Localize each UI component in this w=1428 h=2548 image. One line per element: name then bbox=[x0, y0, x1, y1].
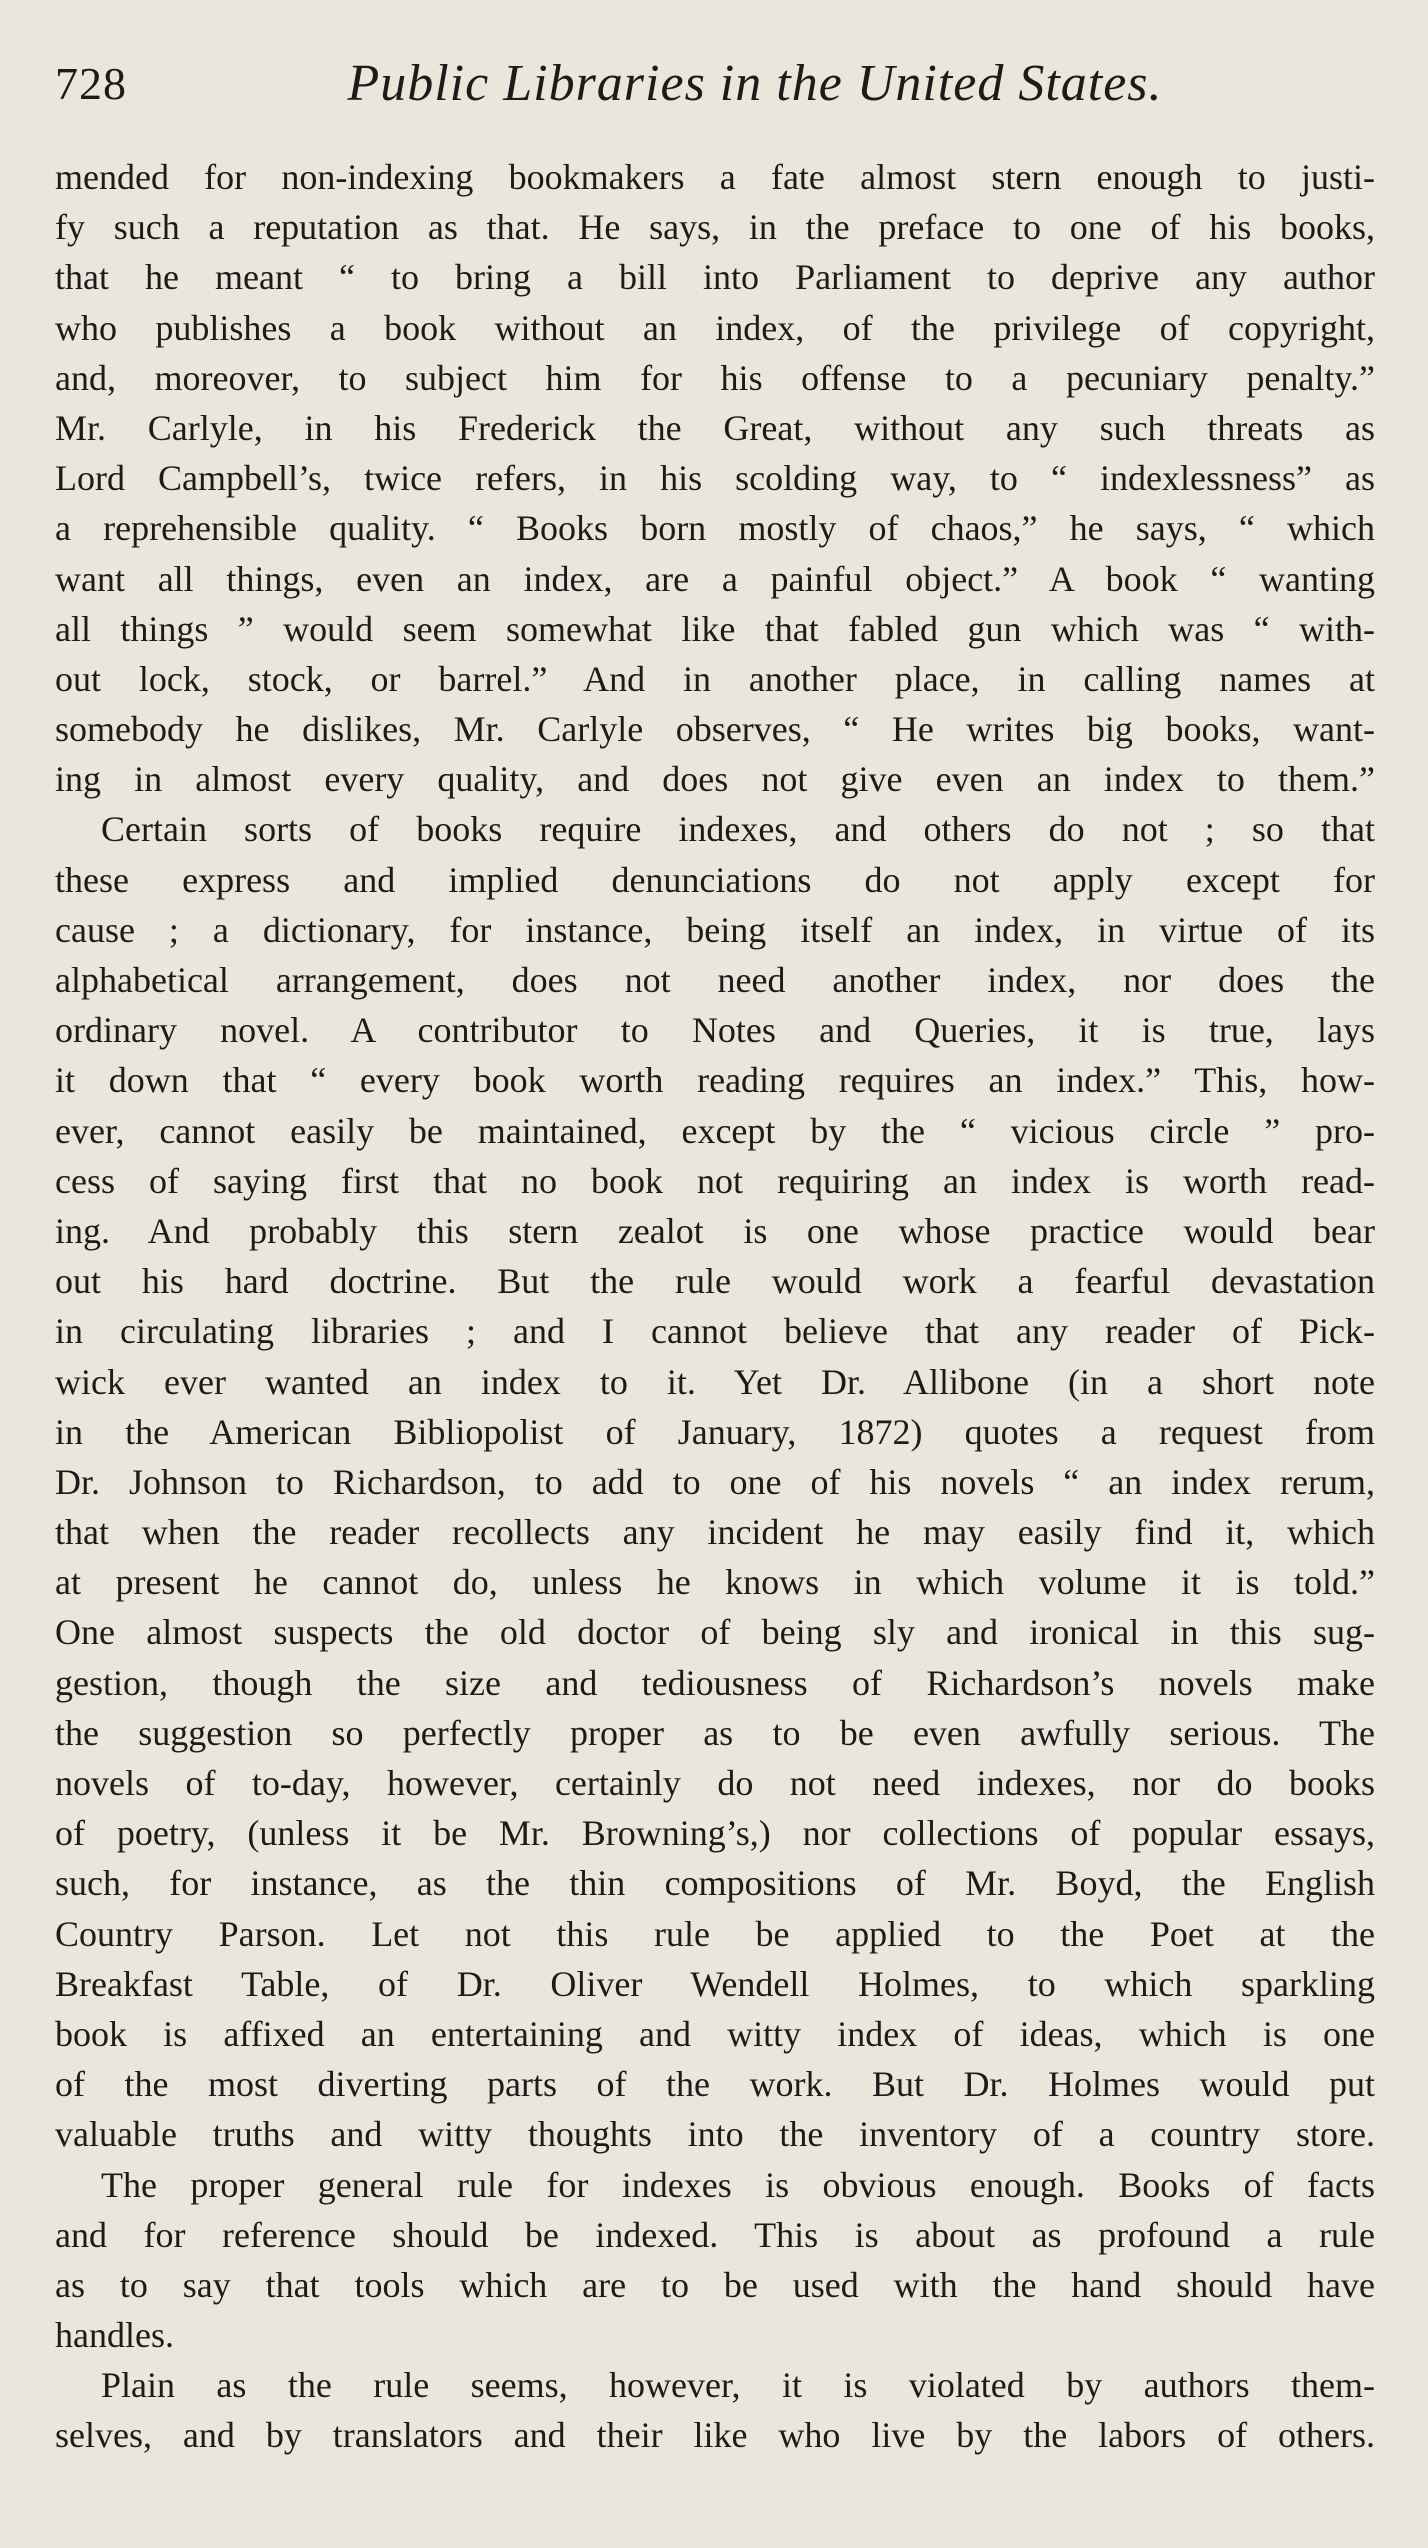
text-line: want all things, even an index, are a painful object.” A book “ wanting bbox=[55, 558, 1375, 599]
text-line: cess of saying first that no book not requiring an index is worth read- bbox=[55, 1160, 1375, 1201]
text-line: selves, and by translators and their like who live by the labors of others. bbox=[55, 2415, 1375, 2456]
text-line: Dr. Johnson to Richardson, to add to one of his novels “ an index rerum, bbox=[55, 1461, 1375, 1502]
text-line: a reprehensible quality. “ Books born mostly of chaos,” he says, “ which bbox=[55, 508, 1375, 549]
text-line: ever, cannot easily be maintained, except by the “ vicious circle ” pro- bbox=[55, 1110, 1375, 1151]
text-line: somebody he dislikes, Mr. Carlyle observes, “ He writes big books, want- bbox=[55, 709, 1375, 750]
text-line: ing. And probably this stern zealot is one whose practice would bear bbox=[55, 1210, 1375, 1251]
text-line: wick ever wanted an index to it. Yet Dr. Allibone (in a short note bbox=[55, 1361, 1375, 1402]
text-line: the suggestion so perfectly proper as to be even awfully serious. The bbox=[55, 1712, 1375, 1753]
text-line: all things ” would seem somewhat like that fabled gun which was “ with- bbox=[55, 608, 1375, 649]
text-line: gestion, though the size and tediousness of Richardson’s novels make bbox=[55, 1662, 1375, 1703]
text-line: in the American Bibliopolist of January, 1872) quotes a request from bbox=[55, 1411, 1375, 1452]
text-line: ing in almost every quality, and does not give even an index to them.” bbox=[55, 759, 1375, 800]
text-line: and, moreover, to subject him for his offense to a pecuniary penalty.” bbox=[55, 357, 1375, 398]
text-line: it down that “ every book worth reading requires an index.” This, how- bbox=[55, 1060, 1375, 1101]
text-line: at present he cannot do, unless he knows in which volume it is told.” bbox=[55, 1562, 1375, 1603]
text-line: out lock, stock, or barrel.” And in another place, in calling names at bbox=[55, 658, 1375, 699]
page-number: 728 bbox=[55, 58, 127, 109]
text-line: of the most diverting parts of the work. But Dr. Holmes would put bbox=[55, 2064, 1375, 2105]
running-title: Public Libraries in the United States. bbox=[347, 55, 1163, 112]
text-line: handles. bbox=[55, 2315, 174, 2356]
text-line: mended for non-indexing bookmakers a fate almost stern enough to justi- bbox=[55, 157, 1375, 197]
text-line: such, for instance, as the thin compositions of Mr. Boyd, the English bbox=[55, 1863, 1375, 1904]
body-text bbox=[55, 152, 1375, 2461]
text-line: of poetry, (unless it be Mr. Browning’s,) nor collections of popular essays, bbox=[55, 1813, 1375, 1854]
text-line: Lord Campbell’s, twice refers, in his scolding way, to “ indexlessness” as bbox=[55, 458, 1375, 499]
text-line: Country Parson. Let not this rule be applied to the Poet at the bbox=[55, 1913, 1375, 1954]
text-line: alphabetical arrangement, does not need another index, nor does the bbox=[55, 960, 1375, 1000]
text-line: Certain sorts of books require indexes, and others do not ; so that bbox=[101, 809, 1375, 850]
paragraph bbox=[55, 152, 1375, 804]
text-line: out his hard doctrine. But the rule would work a fearful devastation bbox=[55, 1261, 1375, 1302]
text-line: novels of to-day, however, certainly do not need indexes, nor do books bbox=[55, 1763, 1375, 1803]
text-line: in circulating libraries ; and I cannot believe that any reader of Pick- bbox=[55, 1311, 1375, 1352]
text-line: that when the reader recollects any incident he may easily find it, which bbox=[55, 1512, 1375, 1553]
paragraph bbox=[55, 2160, 1375, 2361]
text-line: these express and implied denunciations do not apply except for bbox=[55, 859, 1375, 900]
text-line: who publishes a book without an index, of the privilege of copyright, bbox=[55, 307, 1375, 348]
paragraph bbox=[55, 2360, 1375, 2460]
running-head bbox=[55, 52, 1375, 122]
text-line: One almost suspects the old doctor of being sly and ironical in this sug- bbox=[55, 1612, 1375, 1653]
text-line: cause ; a dictionary, for instance, being itself an index, in virtue of its bbox=[55, 909, 1375, 950]
text-line: Breakfast Table, of Dr. Oliver Wendell Holmes, to which sparkling bbox=[55, 1963, 1375, 2004]
text-line: valuable truths and witty thoughts into the inventory of a country store. bbox=[55, 2114, 1375, 2155]
text-line: ordinary novel. A contributor to Notes and Queries, it is true, lays bbox=[55, 1010, 1375, 1051]
text-line: and for reference should be indexed. This is about as profound a rule bbox=[55, 2214, 1375, 2255]
text-line: Plain as the rule seems, however, it is violated by authors them- bbox=[101, 2365, 1375, 2406]
text-line: that he meant “ to bring a bill into Parliament to deprive any author bbox=[55, 257, 1375, 298]
text-line: fy such a reputation as that. He says, in the preface to one of his books, bbox=[55, 207, 1375, 248]
text-line: Mr. Carlyle, in his Frederick the Great, without any such threats as bbox=[55, 407, 1375, 448]
text-line: book is affixed an entertaining and witty index of ideas, which is one bbox=[55, 2013, 1375, 2054]
text-line: The proper general rule for indexes is obvious enough. Books of facts bbox=[101, 2164, 1375, 2205]
paragraph bbox=[55, 804, 1375, 2159]
text-line: as to say that tools which are to be used with the hand should have bbox=[55, 2264, 1375, 2305]
